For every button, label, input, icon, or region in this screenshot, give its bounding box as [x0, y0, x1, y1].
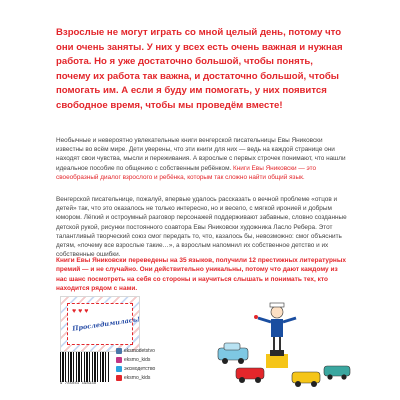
- social-label: eksmodetstvo: [124, 347, 155, 354]
- awards-paragraph: Книги Евы Яниковски переведены на 35 языков, получили 12 престижных литературных премий — и не случайно. Они действительно уникальны, потому что дают каждому из нас шанс посмотреть на себя со стороны и научиться слышать и понимать тех, кто находится рядом с нами.: [56, 257, 347, 293]
- traffic-illustration: [196, 292, 356, 392]
- description-paragraph-2: Венгерской писательнице, пожалуй, впервые удалось рассказать о вечной проблеме «отцов и детей» так, что это оказалось не только интересно, но и весело, с мягкой иронией и добрым юмором. Лёгкий и остроумный разговор персонажей поддерживают забавные, словно созданные детской рукой, рисунки постоянного соавтора Евы Яниковски художника Ласло Ребера. Этот талантливый творческий союз смог передать то, что, казалось бы, невозможно: смог объяснить детям, «почему все взрослые такие…», а взрослым напомнил их собственное детство и их собственные ошибки.: [56, 196, 347, 259]
- social-item[interactable]: [116, 364, 155, 373]
- social-item[interactable]: [116, 355, 155, 364]
- intro-paragraph: Взрослые не могут играть со мной целый день, потому что они очень заняты. У них у всех есть очень важная и нужная работа. Но я уже достаточно большой, чтобы понять, почему их работа так важна, и достаточно большой, чтобы помогать им. А если я буду им помогать, у них появится свободное время, чтобы мы проведём вместе!: [56, 27, 343, 111]
- postcard-card: [67, 303, 141, 345]
- sticker-title: Проследимилась!: [71, 315, 141, 333]
- description-text: Необычные и невероятно увлекательные книги венгерской писательницы Евы Яниковски известны во всём мире. Дети уверены, что эти книги для них — ведь на каждой странице они находят свои чувства, мысли и переживания. А взрослые с первых строчек понимают, что нашли идеальное пособие по общению с собственным ребёнком.: [56, 137, 346, 172]
- youtube-icon: [116, 375, 122, 381]
- barcode-number: 9 785041 198338: [60, 382, 97, 386]
- social-links: [116, 346, 155, 382]
- social-label: eksmo_kids: [124, 356, 151, 363]
- policeman-figure: [254, 303, 296, 350]
- description-highlight: Книги Евы Яниковски — это своеобразный диалог взрослого и ребёнка, которым так сложно найти общий язык.: [56, 164, 317, 181]
- description-paragraph-1: [56, 136, 348, 182]
- social-item[interactable]: [116, 346, 155, 355]
- instagram-icon: [116, 357, 122, 363]
- car-yellow: [292, 372, 320, 387]
- social-label: эксмодетство: [124, 365, 156, 372]
- telegram-icon: [116, 366, 122, 372]
- pedestal: [266, 350, 288, 368]
- postcard-sticker: [60, 296, 140, 352]
- car-teal: [324, 366, 350, 380]
- car-red: [236, 368, 264, 383]
- book-back-cover: [46, 0, 358, 400]
- social-label: eksmo_kids: [124, 374, 151, 381]
- hearts-icon: ♥ ♥ ♥: [72, 308, 89, 315]
- barcode: [60, 352, 110, 382]
- social-item[interactable]: [116, 373, 155, 382]
- car-blue: [218, 343, 248, 364]
- vk-icon: [116, 348, 122, 354]
